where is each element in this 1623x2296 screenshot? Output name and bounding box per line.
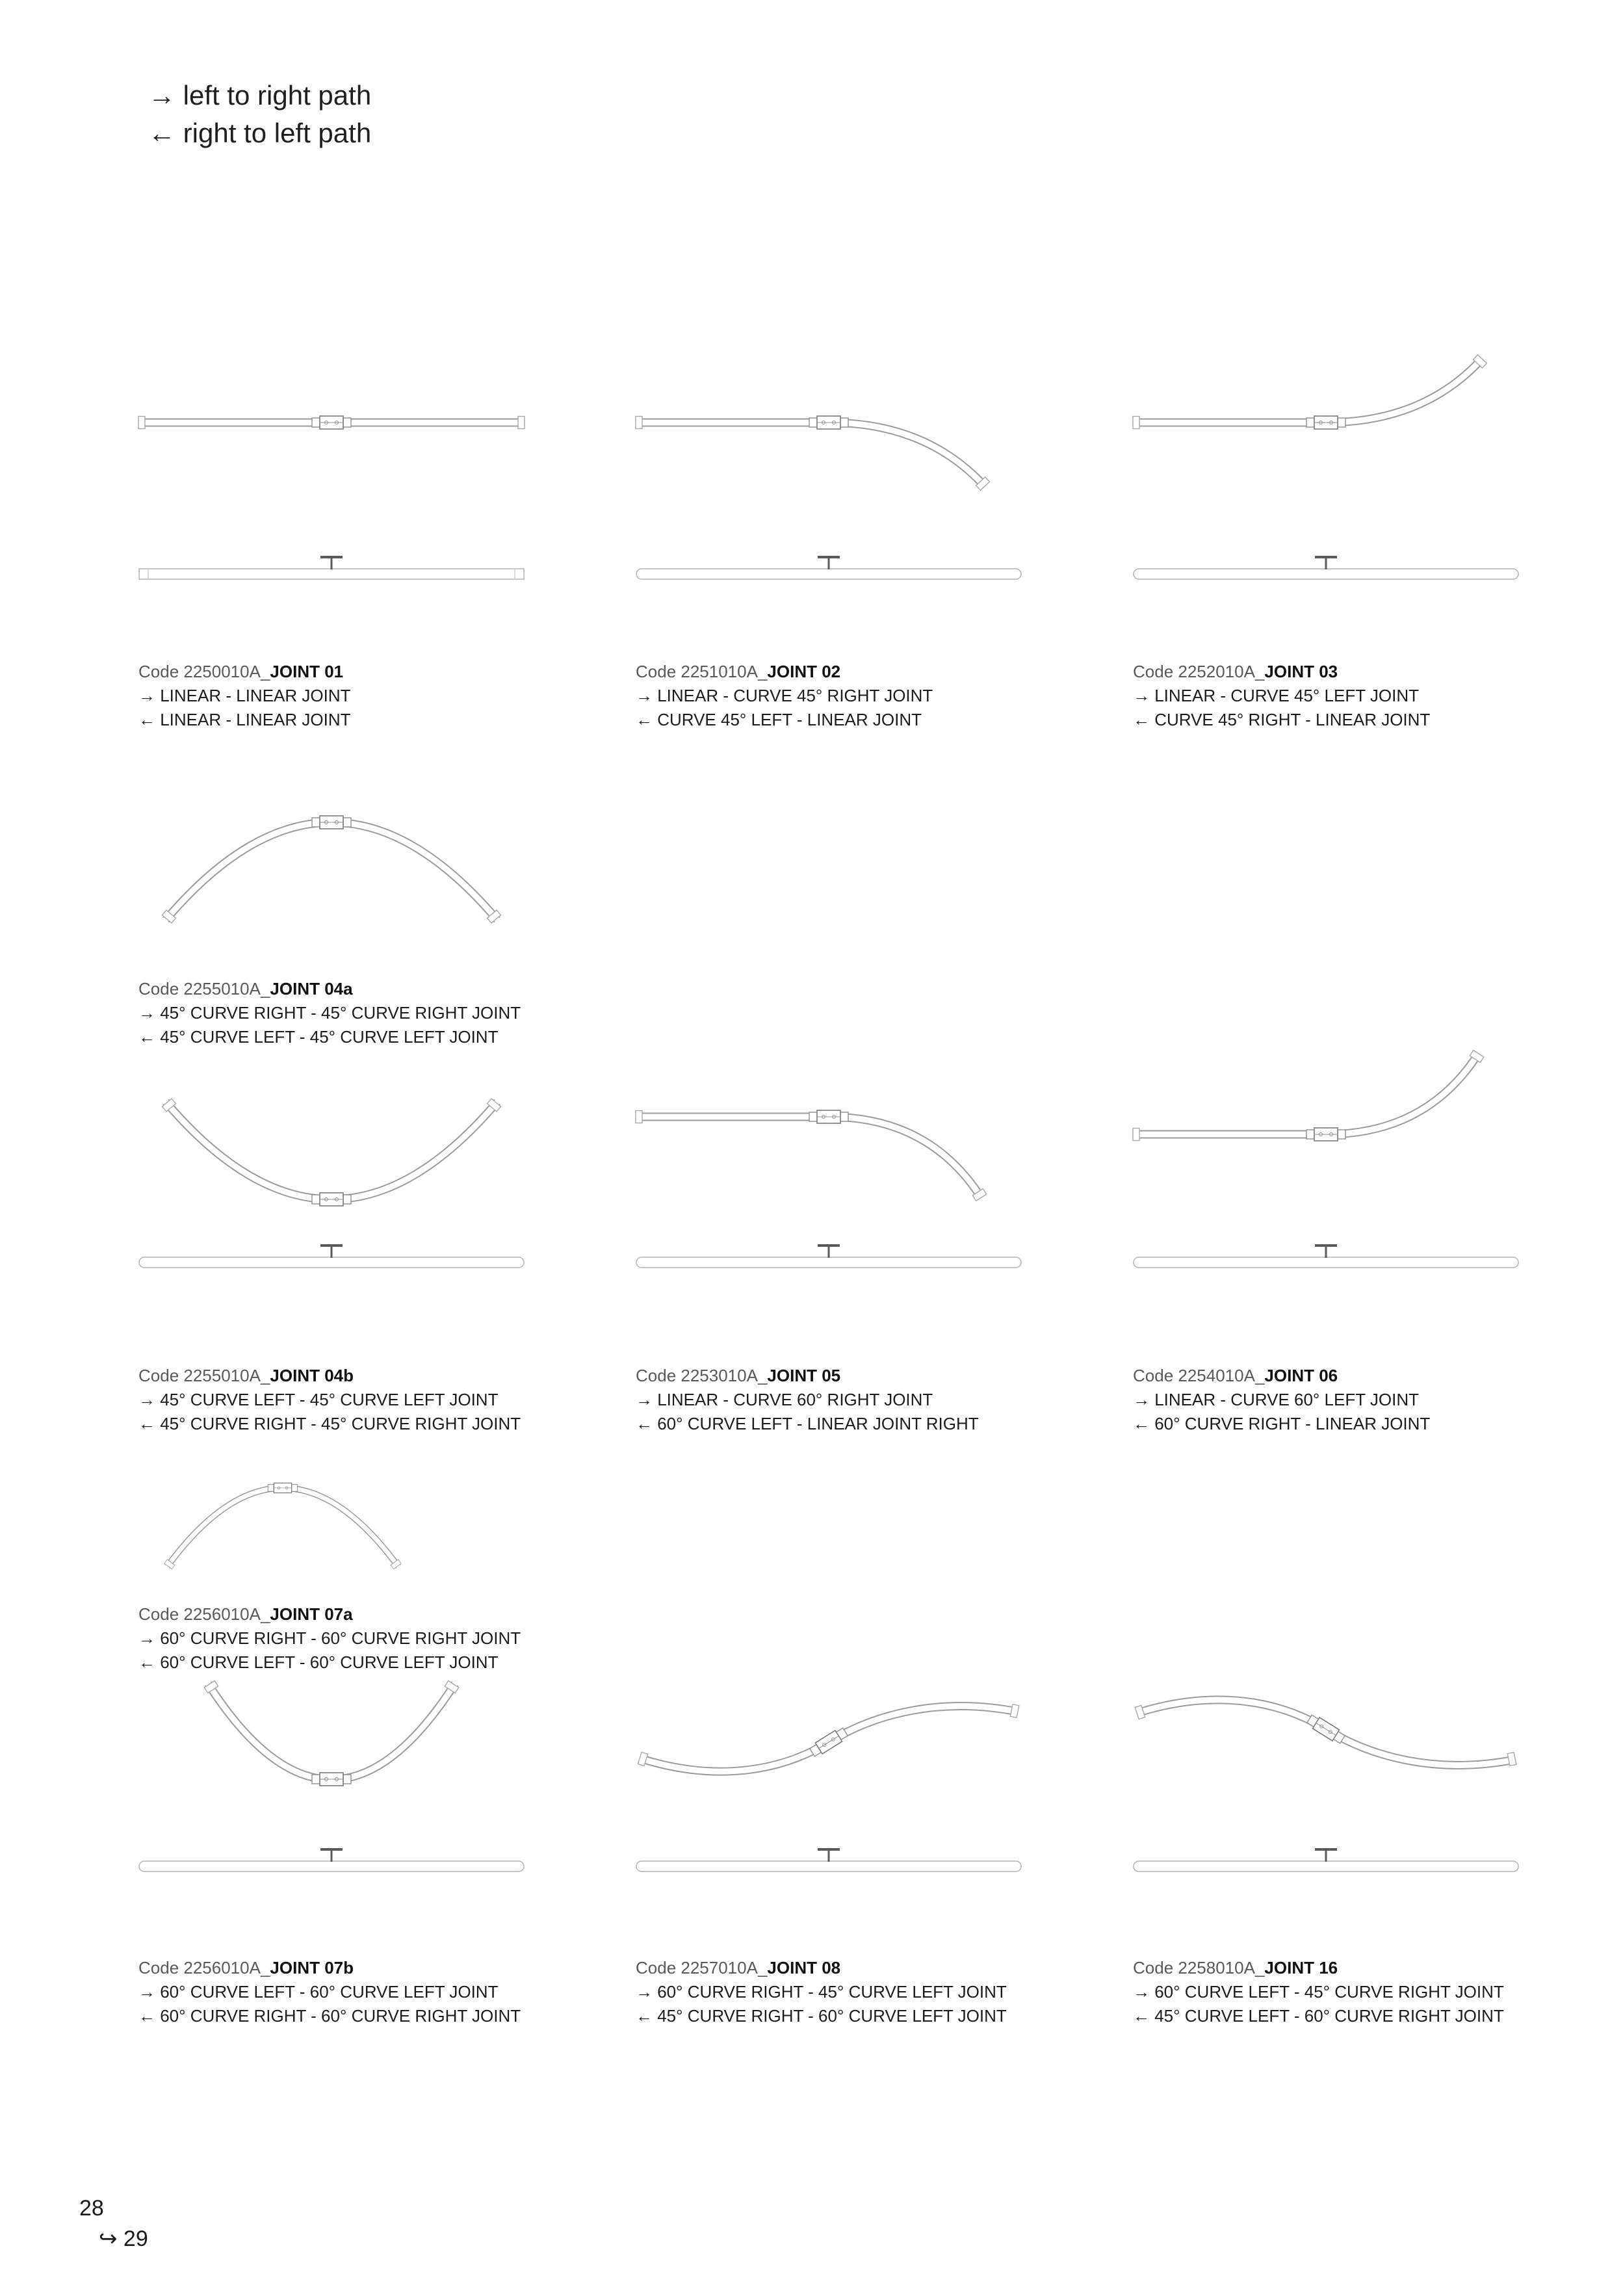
- joint-ltr-description: → LINEAR - CURVE 60° RIGHT JOINT: [636, 1390, 933, 1409]
- side-view-track: [139, 557, 524, 579]
- joint-connector: [268, 1483, 297, 1493]
- joint-name: JOINT 04b: [270, 1366, 354, 1385]
- joint-connector: [809, 1727, 848, 1758]
- joint-03-side-view: [1124, 549, 1527, 588]
- joint-caption: [636, 660, 933, 732]
- joint-code-line: [138, 1956, 521, 1980]
- joint-caption: [138, 1602, 521, 1675]
- track-end-cap: [1010, 1704, 1019, 1718]
- joint-name: JOINT 16: [1264, 1958, 1338, 1977]
- joint-08-side-view: [627, 1842, 1030, 1881]
- joint-code: Code 2255010A_: [138, 1366, 270, 1385]
- joint-04a-plan-diagram: [130, 800, 533, 930]
- side-view-track: [636, 557, 1021, 579]
- side-view-track: [139, 1849, 524, 1872]
- track-end-cap: [138, 417, 145, 429]
- joint-07b-plan-diagram: [130, 1667, 533, 1791]
- joint-rtl-description: ← LINEAR - LINEAR JOINT: [138, 710, 351, 729]
- joint-connector: [1306, 1128, 1345, 1141]
- joint-name: JOINT 02: [767, 662, 841, 681]
- joint-code-line: [1133, 660, 1430, 684]
- joint-ltr-description: → 45° CURVE RIGHT - 45° CURVE RIGHT JOINT: [138, 1003, 521, 1023]
- joint-caption: [1133, 1364, 1430, 1436]
- joint-name: JOINT 07b: [270, 1958, 354, 1977]
- side-view-track: [1134, 1849, 1518, 1872]
- joint-code-line: [1133, 1364, 1430, 1388]
- joint-caption: [138, 977, 521, 1049]
- joint-05-side-view: [627, 1238, 1030, 1277]
- side-view-track: [139, 1246, 524, 1268]
- joint-rtl-description: ← 45° CURVE LEFT - 45° CURVE LEFT JOINT: [138, 1027, 499, 1047]
- legend-right-to-left: ← right to left path: [148, 118, 372, 148]
- joint-04b-side-view: [130, 1238, 533, 1277]
- joint-ltr-description: → LINEAR - CURVE 45° LEFT JOINT: [1133, 686, 1419, 705]
- joint-rtl-description: ← 45° CURVE RIGHT - 60° CURVE LEFT JOINT: [636, 2006, 1007, 2026]
- joint-rtl-description: ← 45° CURVE LEFT - 60° CURVE RIGHT JOINT: [1133, 2006, 1504, 2026]
- joint-code-line: [636, 1956, 1007, 1980]
- path-legend: [148, 77, 371, 152]
- page-number-next: ↪ 29: [99, 2226, 148, 2251]
- joint-name: JOINT 01: [270, 662, 344, 681]
- track-end-cap: [636, 417, 642, 429]
- side-view-track: [636, 1849, 1021, 1872]
- track-end-cap: [1133, 417, 1139, 429]
- joint-06-plan-diagram: [1124, 1034, 1527, 1151]
- joint-code-line: [138, 660, 351, 684]
- joint-code-line: [138, 1364, 521, 1388]
- joint-name: JOINT 05: [767, 1366, 841, 1385]
- joint-code: Code 2255010A_: [138, 979, 270, 998]
- joint-02-side-view: [627, 549, 1030, 588]
- joint-connector: [1306, 416, 1345, 429]
- joint-rtl-description: ← 60° CURVE LEFT - LINEAR JOINT RIGHT: [636, 1414, 979, 1433]
- joint-code: Code 2256010A_: [138, 1958, 270, 1977]
- joint-rtl-description: ← 60° CURVE RIGHT - 60° CURVE RIGHT JOINT: [138, 2006, 521, 2026]
- joint-rtl-description: ← 60° CURVE LEFT - 60° CURVE LEFT JOINT: [138, 1652, 499, 1672]
- joint-connector: [312, 1773, 351, 1786]
- joint-caption: [1133, 660, 1430, 732]
- side-view-track: [1134, 557, 1518, 579]
- joint-code: Code 2251010A_: [636, 662, 768, 681]
- joint-code-line: [138, 1602, 521, 1626]
- joint-connector: [809, 416, 848, 429]
- joint-rtl-description: ← 60° CURVE RIGHT - LINEAR JOINT: [1133, 1414, 1431, 1433]
- joint-caption: [138, 1364, 521, 1436]
- joint-03-plan-diagram: [1124, 339, 1527, 437]
- joint-ltr-description: → 60° CURVE RIGHT - 45° CURVE LEFT JOINT: [636, 1982, 1007, 2002]
- joint-name: JOINT 03: [1264, 662, 1338, 681]
- joint-08-plan-diagram: [627, 1680, 1030, 1791]
- joint-code-line: [1133, 1956, 1504, 1980]
- joint-connector: [312, 816, 351, 829]
- joint-ltr-description: → 45° CURVE LEFT - 45° CURVE LEFT JOINT: [138, 1390, 499, 1409]
- joint-caption: [138, 660, 351, 732]
- joint-04b-plan-diagram: [130, 1092, 533, 1222]
- joint-code: Code 2258010A_: [1133, 1958, 1265, 1977]
- joint-name: JOINT 08: [767, 1958, 841, 1977]
- joint-code-line: [138, 977, 521, 1001]
- joint-01-plan-diagram: [130, 403, 533, 442]
- joint-name: JOINT 04a: [270, 979, 353, 998]
- side-view-track: [1134, 1246, 1518, 1268]
- track-end-cap: [1133, 1128, 1139, 1141]
- joint-code: Code 2252010A_: [1133, 662, 1265, 681]
- track-end-cap: [636, 1111, 642, 1123]
- joint-rtl-description: ← CURVE 45° LEFT - LINEAR JOINT: [636, 710, 922, 729]
- joint-caption: [1133, 1956, 1504, 2028]
- joint-code: Code 2256010A_: [138, 1604, 270, 1624]
- page-number-current: 28: [79, 2196, 104, 2221]
- track-end-cap: [518, 417, 525, 429]
- joint-name: JOINT 07a: [270, 1604, 353, 1624]
- joint-05-plan-diagram: [627, 1097, 1030, 1214]
- joint-connector: [312, 416, 351, 429]
- joint-ltr-description: → LINEAR - CURVE 60° LEFT JOINT: [1133, 1390, 1419, 1409]
- joint-16-plan-diagram: [1124, 1680, 1527, 1791]
- joint-caption: [636, 1956, 1007, 2028]
- joint-ltr-description: → LINEAR - LINEAR JOINT: [138, 686, 351, 705]
- joint-code-line: [636, 1364, 979, 1388]
- joint-01-side-view: [130, 549, 533, 588]
- joint-connector: [312, 1193, 351, 1206]
- joint-code: Code 2253010A_: [636, 1366, 768, 1385]
- joint-connector: [1306, 1714, 1345, 1745]
- joint-code-line: [636, 660, 933, 684]
- joint-07a-plan-diagram: [130, 1476, 435, 1579]
- joint-rtl-description: ← CURVE 45° RIGHT - LINEAR JOINT: [1133, 710, 1431, 729]
- joint-caption: [636, 1364, 979, 1436]
- joint-ltr-description: → 60° CURVE RIGHT - 60° CURVE RIGHT JOINT: [138, 1628, 521, 1648]
- joint-rtl-description: ← 45° CURVE RIGHT - 45° CURVE RIGHT JOINT: [138, 1414, 521, 1433]
- joint-06-side-view: [1124, 1238, 1527, 1277]
- joint-02-plan-diagram: [627, 403, 1030, 501]
- side-view-track: [636, 1246, 1021, 1268]
- joint-ltr-description: → 60° CURVE LEFT - 45° CURVE RIGHT JOINT: [1133, 1982, 1504, 2002]
- legend-left-to-right: → left to right path: [148, 80, 372, 111]
- joint-connector: [809, 1110, 848, 1123]
- joint-caption: [138, 1956, 521, 2028]
- joint-16-side-view: [1124, 1842, 1527, 1881]
- joint-07b-side-view: [130, 1842, 533, 1881]
- joint-name: JOINT 06: [1264, 1366, 1338, 1385]
- joint-code: Code 2250010A_: [138, 662, 270, 681]
- joint-code: Code 2254010A_: [1133, 1366, 1265, 1385]
- joint-ltr-description: → LINEAR - CURVE 45° RIGHT JOINT: [636, 686, 933, 705]
- joint-ltr-description: → 60° CURVE LEFT - 60° CURVE LEFT JOINT: [138, 1982, 499, 2002]
- joint-code: Code 2257010A_: [636, 1958, 768, 1977]
